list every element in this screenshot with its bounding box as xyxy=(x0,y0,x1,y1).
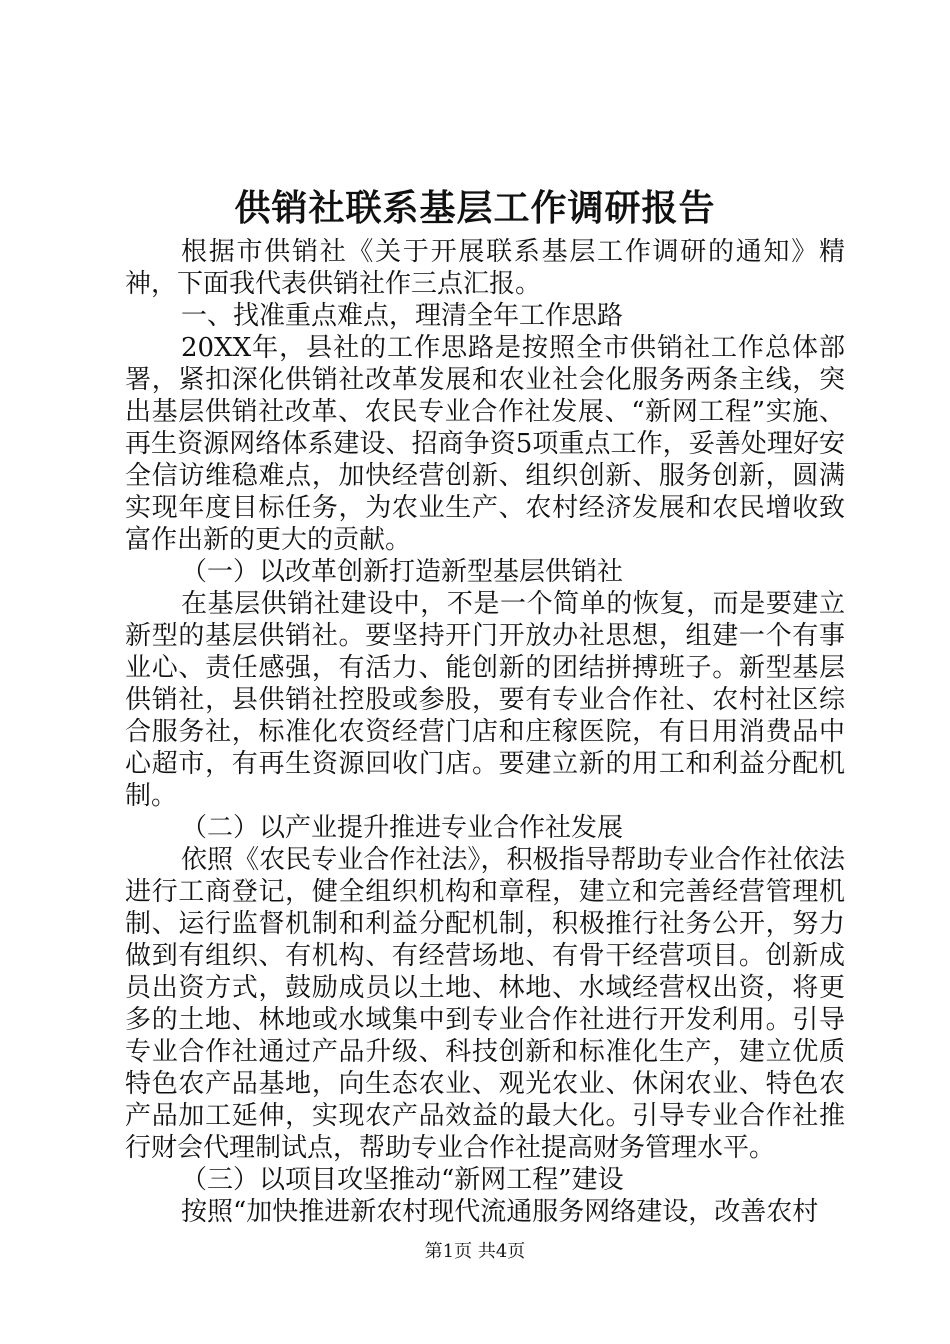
document-body xyxy=(125,236,845,1228)
page-footer: 第1页 共4页 xyxy=(424,1241,526,1262)
paragraph-work-ideas: 20XX年，县社的工作思路是按照全市供销社工作总体部署，紧扣深化供销社改革发展和农业社会化服务两条主线，突出基层供销社改革、农民专业合作社发展、“新网工程”实施、再生资源网络体系建设、招商争资5项重点工作，妥善处理好安全信访维稳难点，加快经营创新、组织创新、服务创新，圆满实现年度目标任务，为农业生产、农村经济发展和农民增收致富作出新的更大的贡献。 xyxy=(125,333,845,555)
subsection-heading-2: （二）以产业提升推进专业合作社发展 xyxy=(181,813,624,843)
paragraph-new-network: 按照“加快推进新农村现代流通服务网络建设，改善农村 xyxy=(181,1197,819,1227)
section-heading-1: 一、找准重点难点，理清全年工作思路 xyxy=(181,301,624,331)
paragraph-grassroots-coop: 在基层供销社建设中，不是一个简单的恢复，而是要建立新型的基层供销社。要坚持开门开放办社思想，组建一个有事业心、责任感强，有活力、能创新的团结拼搏班子。新型基层供销社，县供销社控股或参股，要有专业合作社、农村社区综合服务社，标准化农资经营门店和庄稼医院，有日用消费品中心超市，有再生资源回收门店。要建立新的用工和利益分配机制。 xyxy=(125,589,845,811)
subsection-heading-3: （三）以项目攻坚推动“新网工程”建设 xyxy=(181,1165,624,1195)
paragraph-intro: 根据市供销社《关于开展联系基层工作调研的通知》精神，下面我代表供销社作三点汇报。 xyxy=(125,237,845,299)
document-title: 供销社联系基层工作调研报告 xyxy=(234,187,716,229)
subsection-heading-1: （一）以改革创新打造新型基层供销社 xyxy=(181,557,624,587)
paragraph-professional-coop: 依照《农民专业合作社法》，积极指导帮助专业合作社依法进行工商登记，健全组织机构和章程，建立和完善经营管理机制、运行监督机制和利益分配机制，积极推行社务公开，努力做到有组织、有机构、有经营场地、有骨干经营项目。创新成员出资方式，鼓励成员以土地、林地、水域经营权出资，将更多的土地、林地或水域集中到专业合作社进行开发利用。引导专业合作社通过产品升级、科技创新和标准化生产，建立优质特色农产品基地，向生态农业、观光农业、休闲农业、特色农产品加工延伸，实现农产品效益的最大化。引导专业合作社推行财会代理制试点，帮助专业合作社提高财务管理水平。 xyxy=(125,845,845,1163)
